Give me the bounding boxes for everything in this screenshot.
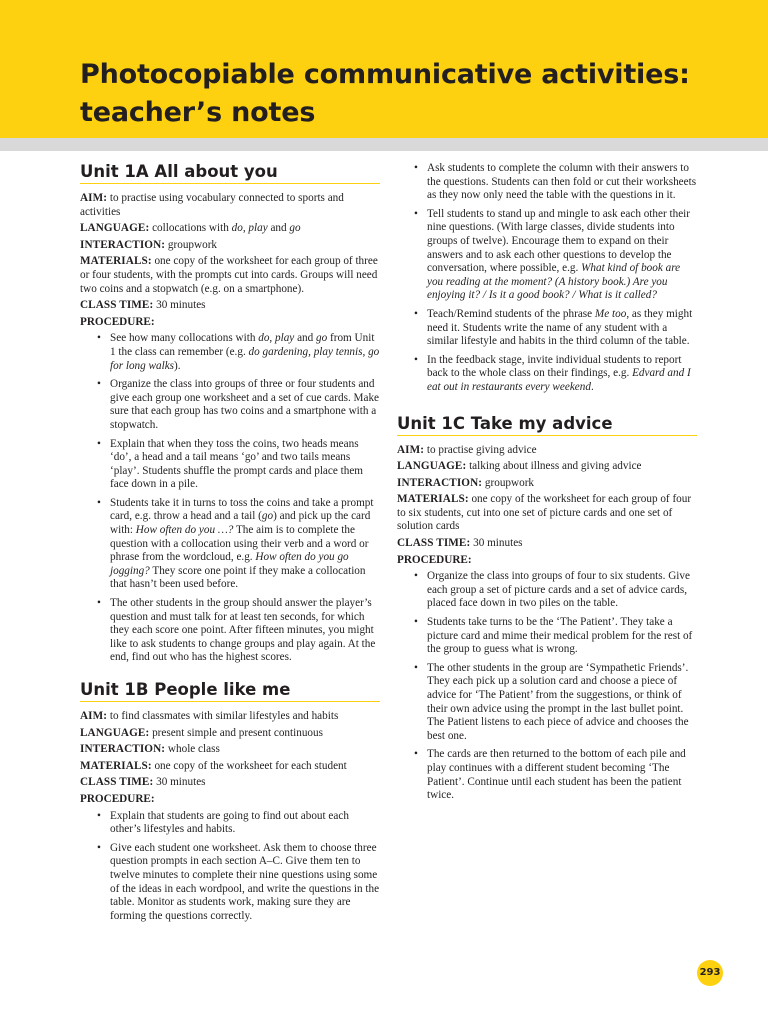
- unit-1b-class-time: CLASS TIME: 30 minutes: [80, 776, 206, 789]
- page-number-badge: 293: [697, 960, 723, 986]
- left-column: [80, 162, 380, 928]
- right-column: [397, 162, 697, 808]
- list-item: • Teach/Remind students of the phrase Me too, as they might need it. Students write the name of any student with a similar lifestyle and habits in the third column of the table.: [427, 308, 697, 349]
- list-item: • The other students in the group are ‘Sympathetic Friends’. They each pick up a solution card and choose a piece of advice for ‘The Patient’ from the suggestions, or think of their own advice using the prompt in the last bullet point. The Patient listens to each piece of advice and chooses the best one.: [427, 662, 697, 744]
- list-item: • See how many collocations with do, play and go from Unit 1 the class can remember (e.g. do gardening, play tennis, go for long walks).: [110, 332, 380, 373]
- list-item: • Organize the class into groups of three or four students and give each group one worksheet and a set of cue cards. Make sure that each group has two coins and a smartphone with a stopwatch.: [110, 378, 380, 432]
- list-item: • Give each student one worksheet. Ask them to choose three question prompts in each section A–C. Give them ten to twelve minutes to complete their nine questions using some of the ideas in each wordpool, and write the questions in the table. Monitor as students work, making sure they are forming the questions correctly.: [110, 842, 380, 924]
- unit-1b-procedure-list-part-1: [80, 810, 380, 924]
- unit-1a-materials: MATERIALS: one copy of the worksheet for each group of three or four students, with the prompts cut into cards. Groups will need two coins and a stopwatch (e.g. on a smartphone).: [80, 255, 378, 295]
- unit-1a-aim: AIM: to practise using vocabulary connected to sports and activities: [80, 192, 344, 218]
- list-item: • Explain that students are going to find out about each other’s lifestyles and habits.: [110, 810, 380, 837]
- unit-1b-interaction: INTERACTION: whole class: [80, 743, 220, 756]
- unit-1b-procedure-label: PROCEDURE:: [80, 792, 155, 805]
- page-title: [80, 56, 690, 132]
- list-item: • Students take it in turns to toss the coins and take a prompt card, e.g. throw a head and a tail (go) and pick up the card with: How often do you …? The aim is to complete the question with a collocation using their verb and a word or phrase from the wordcloud, e.g. How often do you go jogging? They score one point if they make a collocation that hasn’t been used before.: [110, 497, 380, 592]
- unit-1a-procedure-list: [80, 332, 380, 665]
- unit-1a-heading: Unit 1A All about you: [80, 162, 380, 184]
- unit-1a-interaction: INTERACTION: groupwork: [80, 238, 218, 251]
- unit-1c-interaction: INTERACTION: groupwork: [397, 476, 535, 489]
- list-item: • In the feedback stage, invite individual students to report back to the whole class on their findings, e.g. Edvard and I eat out in restaurants every weekend.: [427, 354, 697, 395]
- page-title-line-1: Photocopiable communicative activities:: [80, 59, 690, 90]
- unit-1a-class-time: CLASS TIME: 30 minutes: [80, 299, 206, 312]
- list-item: • Students take turns to be the ‘The Patient’. They take a picture card and mime their medical problem for the rest of the group to guess what is wrong.: [427, 616, 697, 657]
- unit-1c-heading: Unit 1C Take my advice: [397, 414, 697, 436]
- unit-1c-procedure-list: [397, 570, 697, 803]
- list-item: • The cards are then returned to the bottom of each pile and play continues with a different student becoming ‘The Patient’. Continue until each student has been the patient twice.: [427, 748, 697, 802]
- list-item: • Tell students to stand up and mingle to ask each other their nine questions. (With large classes, divide students into groups of twelve). Encourage them to expand on their answers and to ask each other questions to develop the conversation, where possible, e.g. What kind of book are you reading at the moment? (A history book.) Are you enjoying it? / Is it a good book? / What is it called?: [427, 208, 697, 303]
- page-title-line-2: teacher’s notes: [80, 97, 316, 128]
- unit-1a-section: [80, 162, 380, 665]
- unit-1b-procedure-list-part-2: [397, 162, 697, 395]
- unit-1b-materials: MATERIALS: one copy of the worksheet for each student: [80, 759, 347, 772]
- list-item: • The other students in the group should answer the player’s question and must talk for at least ten seconds, for which they each score one point. After fifteen minutes, you might like to ask students to change groups and play again. At the end, find out who has the highest scores.: [110, 597, 380, 665]
- unit-1c-section: [397, 414, 697, 803]
- unit-1c-materials: MATERIALS: one copy of the worksheet for each group of four to six students, cut into one set of picture cards and one set of solution cards: [397, 493, 692, 533]
- unit-1b-section: [80, 680, 380, 923]
- list-item: • Ask students to complete the column with their answers to the questions. Students can then fold or cut their worksheets as they now only need the table with the questions in it.: [427, 162, 697, 203]
- unit-1a-procedure-label: PROCEDURE:: [80, 315, 155, 328]
- unit-1b-language: LANGUAGE: present simple and present continuous: [80, 726, 323, 739]
- unit-1a-language: LANGUAGE: collocations with do, play and go: [80, 222, 301, 235]
- unit-1c-language: LANGUAGE: talking about illness and giving advice: [397, 460, 642, 473]
- list-item: • Organize the class into groups of four to six students. Give each group a set of picture cards and a set of advice cards, placed face down in two piles on the table.: [427, 570, 697, 611]
- header-divider: [0, 138, 768, 151]
- unit-1b-heading: Unit 1B People like me: [80, 680, 380, 702]
- list-item: • Explain that when they toss the coins, two heads means ‘do’, a head and a tail means ‘go’ and two tails means ‘play’. Students shuffle the prompt cards and place them face down in a pile.: [110, 438, 380, 492]
- unit-1c-procedure-label: PROCEDURE:: [397, 553, 472, 566]
- unit-1c-aim: AIM: to practise giving advice: [397, 443, 537, 456]
- unit-1c-class-time: CLASS TIME: 30 minutes: [397, 537, 523, 550]
- unit-1b-aim: AIM: to find classmates with similar lifestyles and habits: [80, 710, 339, 722]
